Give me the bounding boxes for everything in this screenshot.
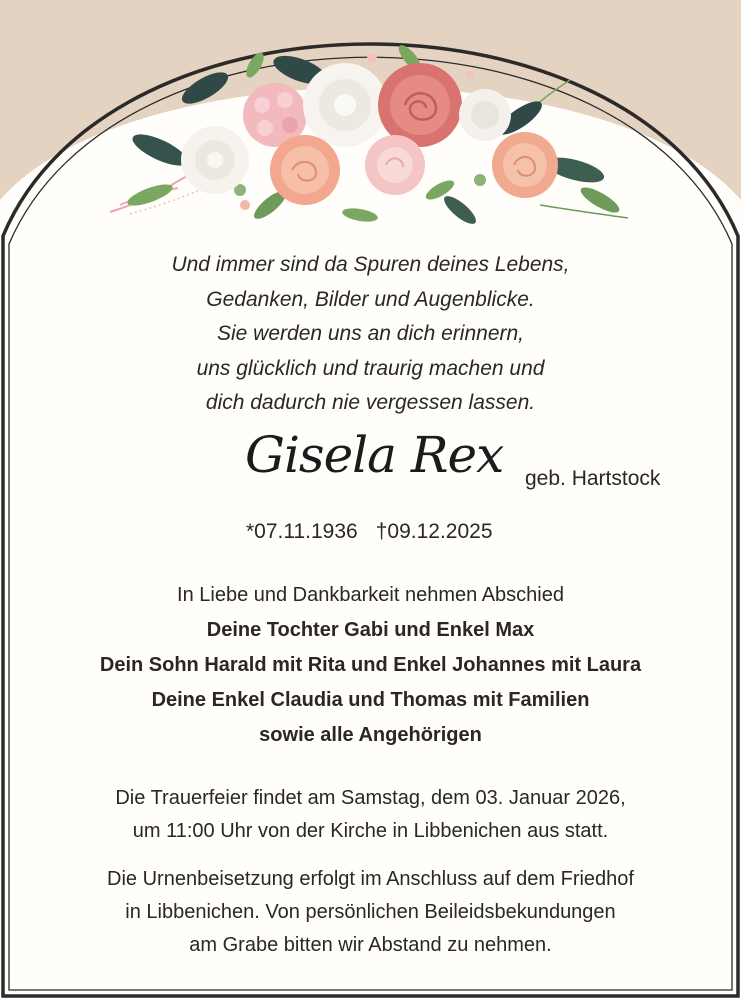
burial-line: Die Urnenbeisetzung erfolgt im Anschluss auf dem Friedhof	[107, 868, 634, 890]
mourners-intro: In Liebe und Dankbarkeit nehmen Abschied	[177, 584, 564, 606]
service-line: Die Trauerfeier findet am Samstag, dem 03. Januar 2026,	[115, 787, 626, 809]
verse-line: uns glücklich und traurig machen und	[196, 356, 545, 380]
verse-line: Gedanken, Bilder und Augenblicke.	[206, 287, 535, 311]
mourner-line: Deine Enkel Claudia und Thomas mit Familien	[151, 689, 590, 711]
life-dates	[246, 520, 493, 544]
burial-line: am Grabe bitten wir Abstand zu nehmen.	[189, 934, 552, 956]
verse-line: dich dadurch nie vergessen lassen.	[205, 391, 536, 414]
maiden-name: geb. Hartstock	[525, 467, 661, 490]
death-date: †09.12.2025	[375, 520, 493, 543]
verse-line: Sie werden uns an dich erinnern,	[216, 322, 525, 345]
service-line: um 11:00 Uhr von der Kirche in Libbenichen aus statt.	[132, 820, 609, 842]
verse-line: Und immer sind da Spuren deines Lebens,	[171, 253, 570, 276]
mourner-line: sowie alle Angehörigen	[259, 724, 482, 746]
deceased-name: Gisela Rex	[245, 426, 504, 484]
mourner-line: Dein Sohn Harald mit Rita und Enkel Johannes mit Laura	[99, 654, 642, 676]
mourner-line: Deine Tochter Gabi und Enkel Max	[206, 619, 535, 641]
birth-date: *07.11.1936	[246, 520, 358, 543]
burial-line: in Libbenichen. Von persönlichen Beileidsbekundungen	[125, 901, 616, 923]
